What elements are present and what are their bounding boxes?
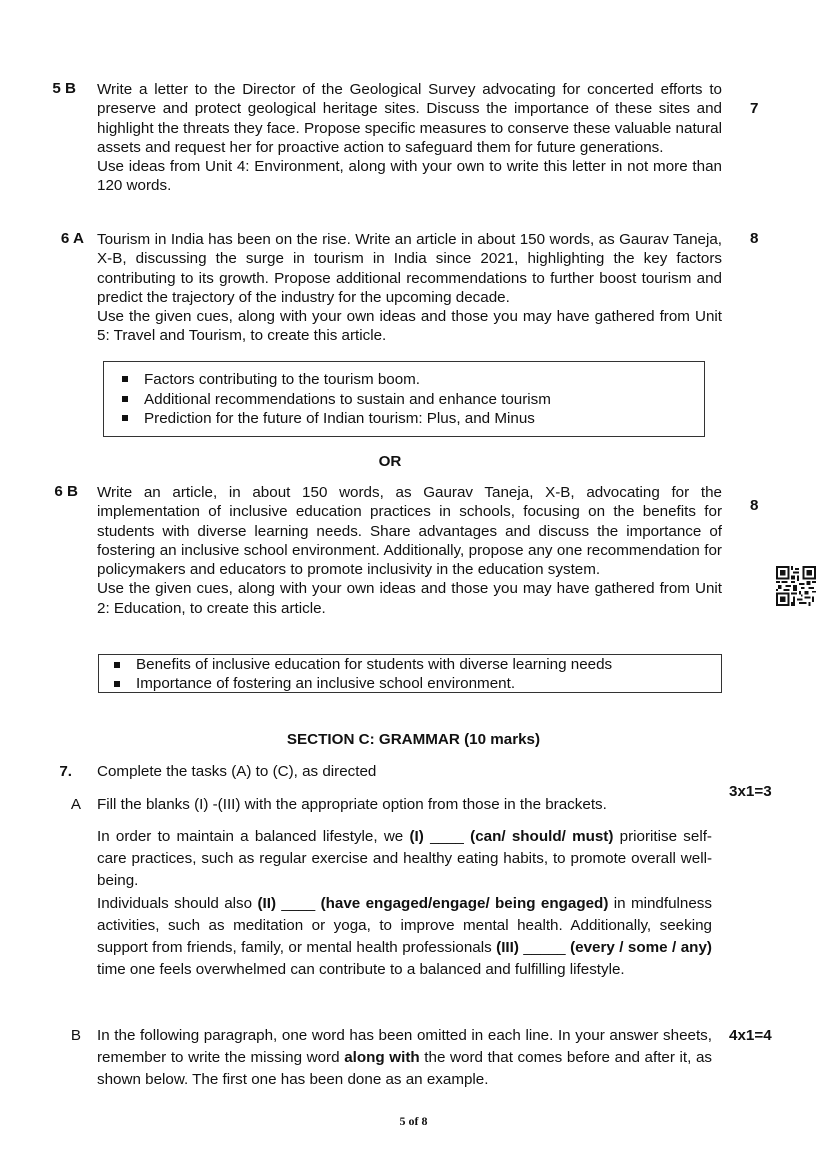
or-separator: OR bbox=[378, 453, 402, 470]
blank-2: ____ bbox=[281, 894, 316, 912]
question-6a-cue-list bbox=[144, 370, 694, 429]
question-5b-marks: 7 bbox=[750, 100, 759, 117]
question-7a-marks: 3x1=3 bbox=[729, 783, 772, 800]
question-6b-prompt: Write an article, in about 150 words, as Gaurav Taneja, X-B, advocating for the implementation of inclusive education practices in schools, focusing on the benefits for students with diverse learning needs. Share advantages and discuss the importance of fostering an inclusive school environment. Additionally, propose any one recommendation for policymakers and educators to promote inclusivity in the education system. bbox=[97, 484, 722, 579]
question-6a-marks: 8 bbox=[750, 230, 759, 247]
instruction-text: the word that comes before and after it, as shown below. The first one has been done as an example. bbox=[97, 1049, 713, 1089]
blank-3-options: (every / some / any) bbox=[570, 939, 712, 957]
question-6b-text bbox=[97, 483, 722, 618]
question-6a-cue-box bbox=[103, 361, 705, 437]
section-c-heading: SECTION C: GRAMMAR (10 marks) bbox=[286, 731, 541, 748]
cue-item: Prediction for the future of Indian tourism: Plus, and Minus bbox=[144, 409, 694, 429]
question-7b-text bbox=[97, 1025, 712, 1092]
blank-number-1: (I) bbox=[409, 828, 424, 845]
blank-number-2: (II) bbox=[257, 894, 277, 912]
question-6b-instruction: Use the given cues, along with your own ideas and those you may have gathered from Unit 2: Education, to create this article. bbox=[97, 580, 722, 617]
question-5b-text bbox=[97, 80, 722, 196]
question-5b-prompt: Write a letter to the Director of the Geological Survey advocating for concerted efforts to preserve and protect geological heritage sites. Discuss the importance of these sites and highlight the threats they face. Propose specific measures to conserve these valuable natural assets and request her for proactive action to safeguard them for future generations. bbox=[97, 81, 722, 156]
blank-3: _____ bbox=[523, 939, 566, 957]
passage-text: In order to maintain a balanced lifestyle, we bbox=[97, 828, 410, 845]
blank-number-3: (III) bbox=[496, 939, 519, 957]
question-7b-label: B bbox=[70, 1027, 81, 1044]
question-6b-cue-list bbox=[136, 656, 711, 693]
cue-item: Additional recommendations to sustain and enhance tourism bbox=[144, 390, 694, 410]
blank-1-options: (can/ should/ must) bbox=[470, 828, 614, 845]
question-7a-passage bbox=[97, 826, 712, 981]
instruction-emphasis: along with bbox=[344, 1049, 420, 1067]
question-6b-marks: 8 bbox=[750, 497, 759, 514]
question-6a-text bbox=[97, 230, 722, 346]
question-6b-cue-box bbox=[98, 654, 722, 693]
question-5b-instruction: Use ideas from Unit 4: Environment, along with your own to write this letter in not more than 120 words. bbox=[97, 158, 722, 195]
question-7-text: Complete the tasks (A) to (C), as directed bbox=[97, 763, 377, 780]
passage-paragraph-2 bbox=[97, 893, 712, 982]
passage-text: prioritise self-care practices, such as regular exercise and healthy eating habits, to promote overall well-being. bbox=[97, 828, 712, 890]
qr-code-icon bbox=[776, 566, 816, 606]
page-number: 5 of 8 bbox=[399, 1114, 428, 1128]
instruction-text: In the following paragraph, one word has been omitted in each line. In your answer sheets, remember to write the missing word bbox=[97, 1027, 712, 1067]
question-7a-instruction: Fill the blanks (I) -(III) with the appropriate option from those in the brackets. bbox=[97, 796, 607, 813]
question-6a-prompt: Tourism in India has been on the rise. Write an article in about 150 words, as Gaurav Taneja, X-B, discussing the surge in tourism in India since 2021, highlighting the key factors contributing to its growth. Propose additional recommendations to further boost tourism and predict the trajectory of the industry for the upcoming decade. bbox=[97, 231, 722, 306]
passage-text: time one feels overwhelmed can contribute to a balanced and fulfilling lifestyle. bbox=[97, 961, 625, 979]
passage-paragraph-1 bbox=[97, 826, 712, 893]
question-number-5b: 5 B bbox=[52, 80, 76, 97]
question-number-6a: 6 A bbox=[60, 230, 84, 247]
question-7b-instruction bbox=[97, 1025, 712, 1092]
question-number-7: 7. bbox=[59, 763, 72, 780]
cue-item: Importance of fostering an inclusive school environment. bbox=[136, 675, 711, 694]
question-7a-label: A bbox=[70, 796, 81, 813]
question-6a-instruction: Use the given cues, along with your own ideas and those you may have gathered from Unit 5: Travel and Tourism, to create this article. bbox=[97, 308, 722, 345]
cue-item: Benefits of inclusive education for students with diverse learning needs bbox=[136, 656, 711, 675]
blank-1: ____ bbox=[430, 828, 464, 845]
passage-text: Individuals should also bbox=[97, 894, 258, 912]
question-7b-marks: 4x1=4 bbox=[729, 1027, 772, 1044]
passage-text: in mindfulness activities, such as meditation or yoga, to improve mental health. Additionally, seeking support from friends, family, or mental health professionals bbox=[97, 894, 712, 957]
cue-item: Factors contributing to the tourism boom. bbox=[144, 370, 694, 390]
question-number-6b: 6 B bbox=[54, 483, 78, 500]
blank-2-options: (have engaged/engage/ being engaged) bbox=[320, 894, 609, 912]
